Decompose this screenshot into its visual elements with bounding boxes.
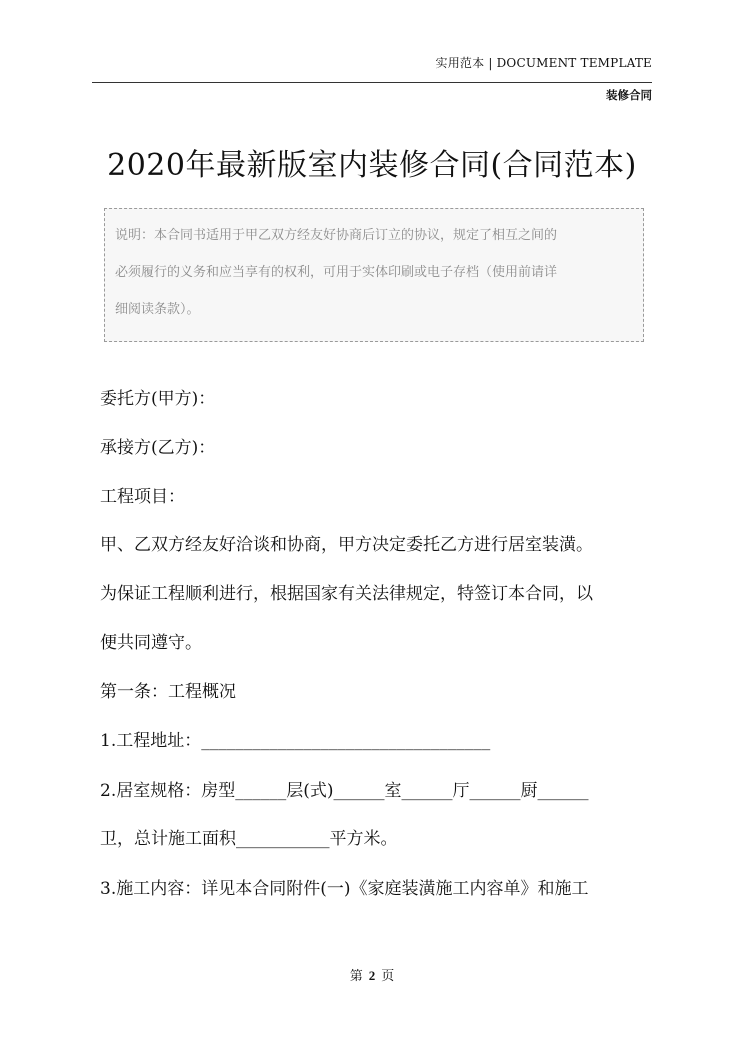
clause-address: 1.工程地址：__________________________________ (100, 731, 491, 751)
footer-suffix: 页 (381, 969, 395, 984)
client-party-line: 委托方(甲方)： (100, 389, 216, 409)
page-footer (0, 965, 744, 984)
clause-room-spec-cont: 卫，总计施工面积___________平方米。 (100, 829, 398, 849)
contractor-party-line: 承接方(乙方)： (100, 438, 216, 458)
project-line: 工程项目： (100, 487, 185, 507)
paragraph-line: 为保证工程顺利进行，根据国家有关法律规定，特签订本合同，以 (100, 584, 593, 604)
article-heading: 第一条：工程概况 (100, 682, 236, 702)
note-line: 必须履行的义务和应当享有的权利，可用于实体印刷或电子存档（使用前请详 (115, 265, 558, 280)
document-title: 2020年最新版室内装修合同(合同范本) (107, 148, 637, 183)
page-number: 2 (368, 968, 376, 983)
paragraph-line: 便共同遵守。 (100, 633, 202, 653)
note-line: 说明：本合同书适用于甲乙双方经友好协商后订立的协议，规定了相互之间的 (115, 228, 558, 243)
clause-construction-content: 3.施工内容：详见本合同附件(一)《家庭装潢施工内容单》和施工 (100, 879, 589, 899)
footer-prefix: 第 (349, 969, 363, 984)
header-rule (92, 82, 652, 83)
note-line: 细阅读条款）。 (115, 302, 200, 317)
header-document-template: 实用范本 | DOCUMENT TEMPLATE (435, 56, 652, 70)
clause-room-spec: 2.居室规格：房型______层(式)______室______厅______厨______ (100, 781, 589, 801)
usage-note-box (104, 208, 644, 342)
header-contract-type: 装修合同 (606, 88, 652, 102)
paragraph-line: 甲、乙双方经友好洽谈和协商，甲方决定委托乙方进行居室装潢。 (100, 535, 593, 555)
